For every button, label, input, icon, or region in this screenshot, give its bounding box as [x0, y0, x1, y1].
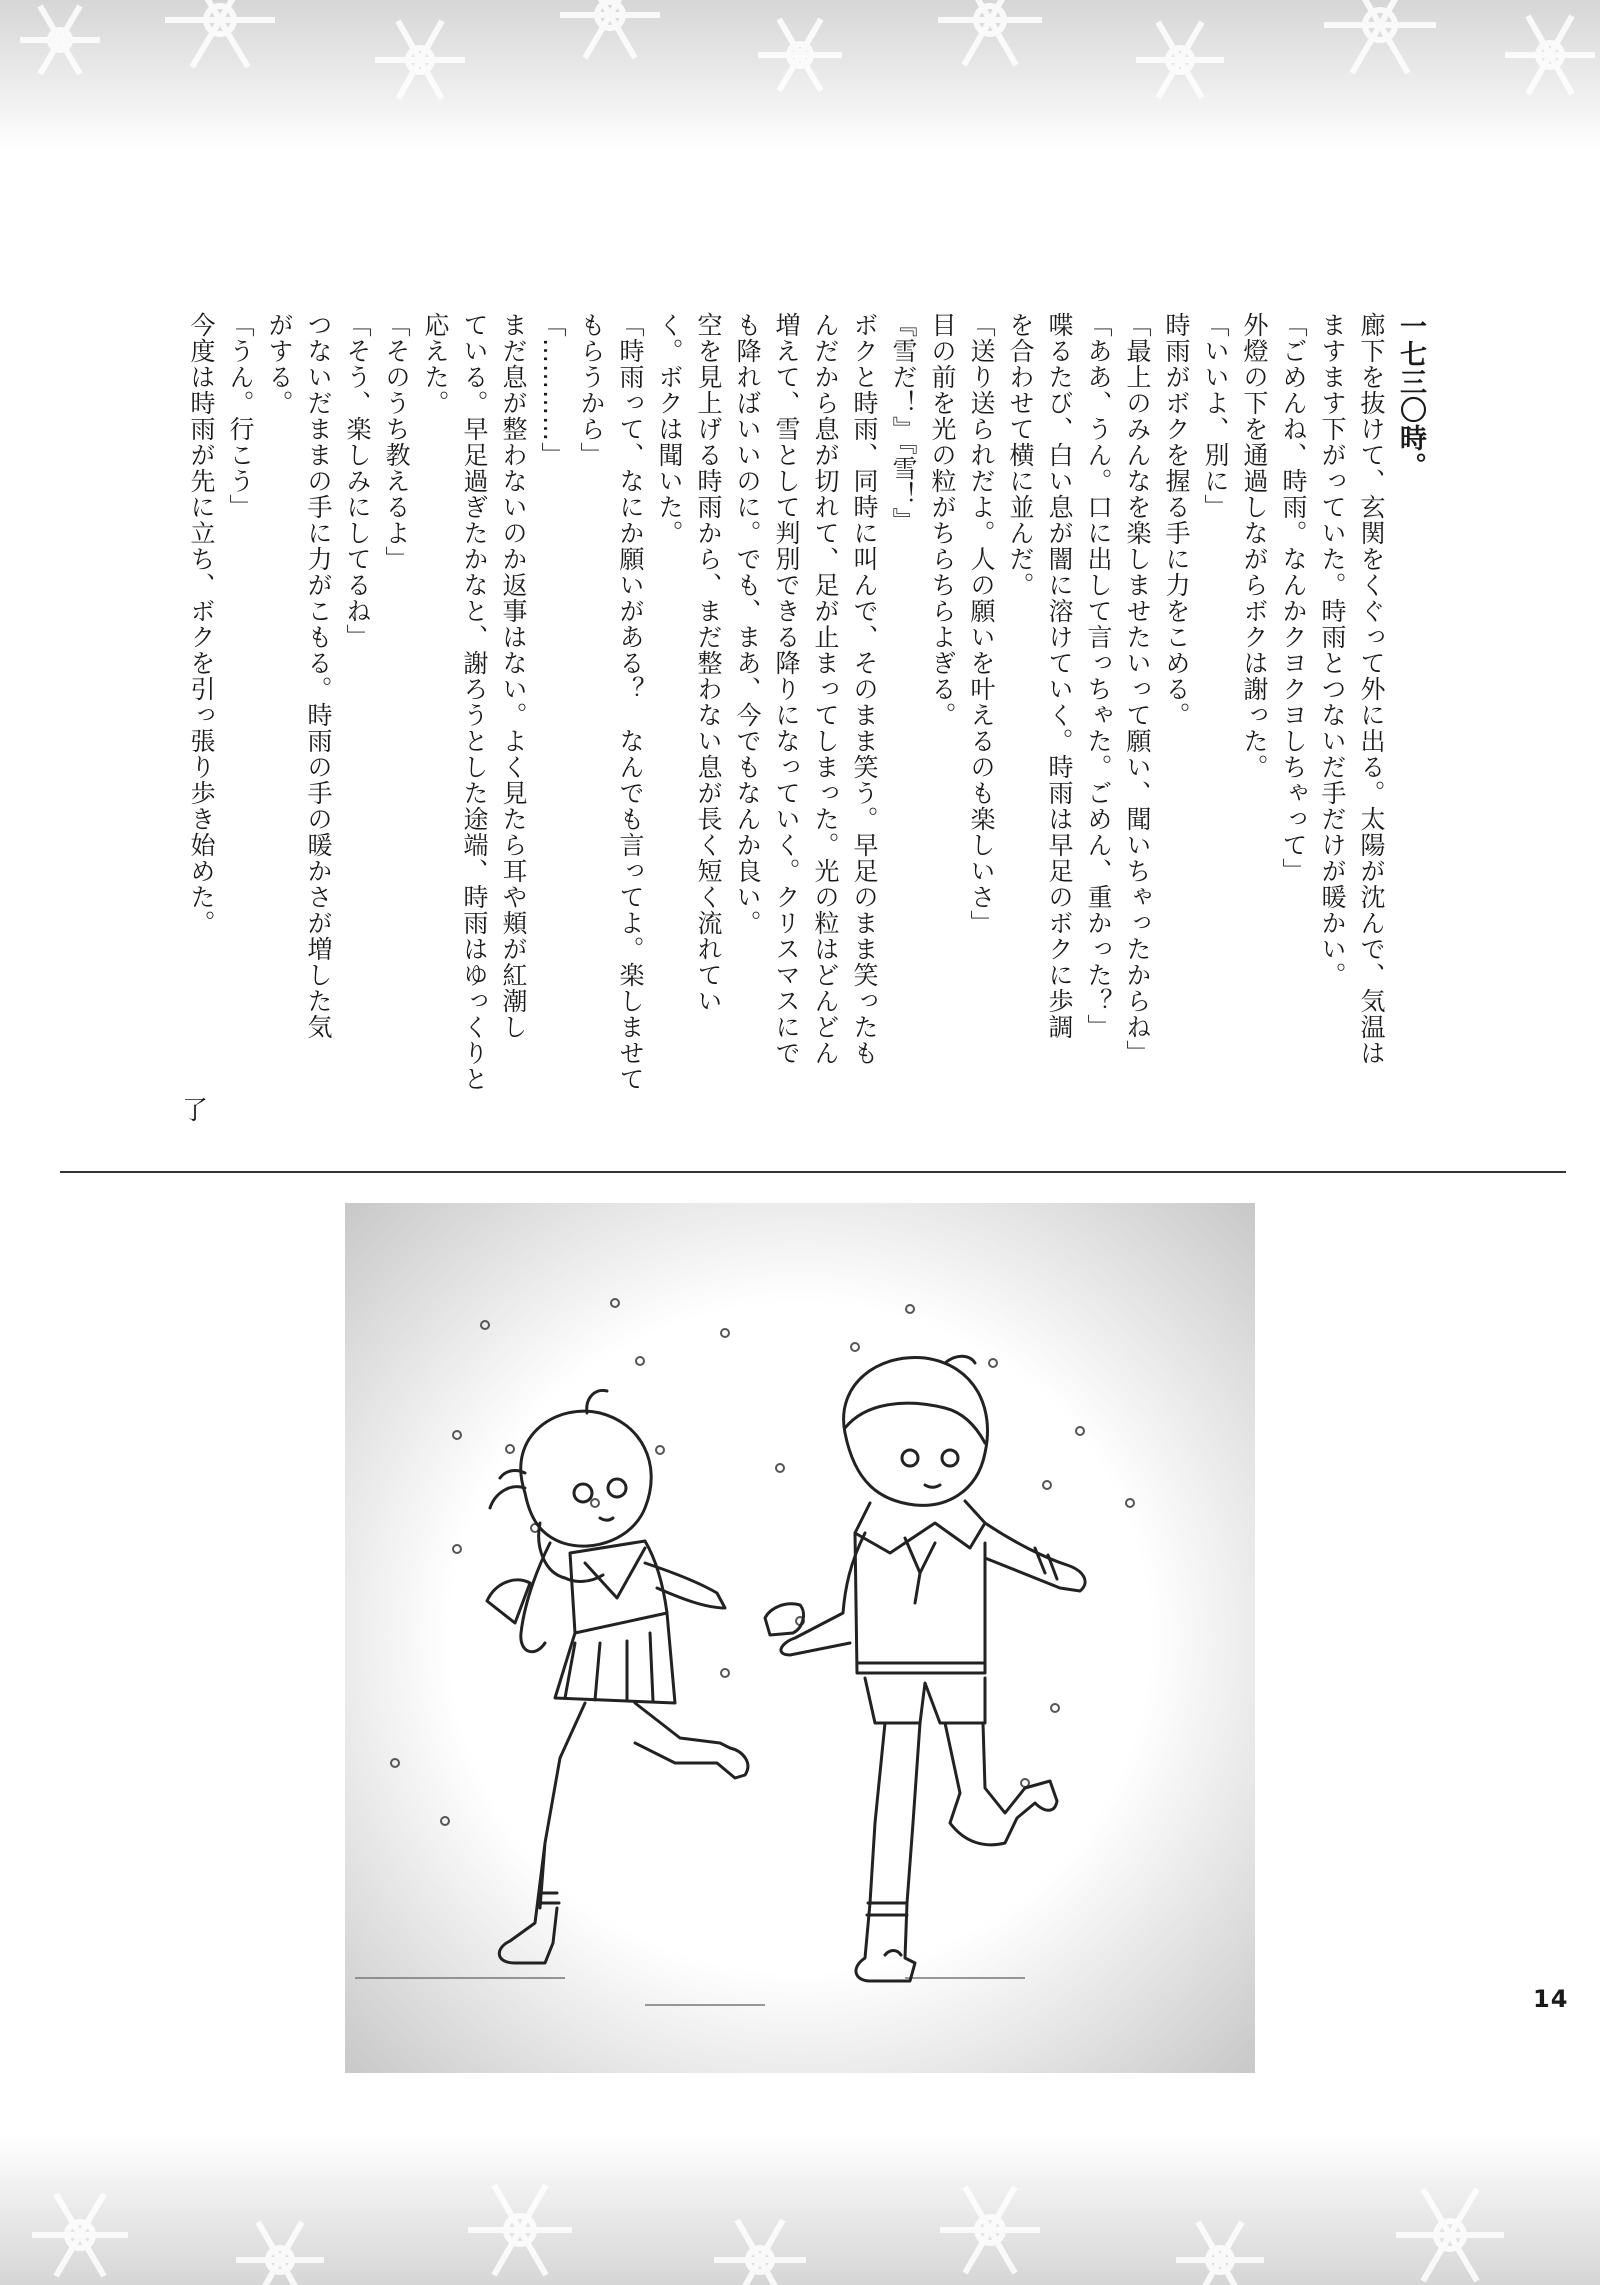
- text-line: まだ息が整わないのか返事はない。よく見たら耳や頬が紅潮し: [499, 312, 528, 1040]
- text-line: 「…………」: [538, 312, 567, 468]
- text-line: く。ボクは聞いた。: [655, 312, 684, 546]
- end-mark: 了: [182, 1096, 209, 1126]
- snowflake-border-bottom: [0, 2135, 1600, 2285]
- text-line: 「そのうち教えるよ」: [382, 312, 411, 572]
- text-line: 増えて、雪として判別できる降りになっていく。クリスマスにで: [772, 312, 801, 1066]
- text-line: 喋るたび、白い息が闇に溶けていく。時雨は早足のボクに歩調: [1045, 312, 1074, 1040]
- snowflake-border-top: [0, 0, 1600, 150]
- text-line: 空を見上げる時雨から、まだ整わない息が長く短く流れてい: [694, 312, 723, 1014]
- illustration-children-in-snow: [345, 1203, 1255, 2073]
- text-line: ますます下がっていた。時雨とつないだ手だけが暖かい。: [1318, 312, 1347, 988]
- story-text: [170, 312, 1430, 1112]
- text-line: 今度は時雨が先に立ち、ボクを引っ張り歩き始めた。: [187, 312, 216, 936]
- text-line: 「最上のみんなを楽しませたいって願い、聞いちゃったからね」: [1123, 312, 1152, 1066]
- section-heading: 一七三〇時。: [1395, 312, 1426, 480]
- text-line: 応えた。: [421, 312, 450, 416]
- text-line: 「そう、楽しみにしてるね」: [343, 312, 372, 650]
- page-number: 14: [1533, 1985, 1569, 2013]
- text-line: もらうから」: [577, 312, 606, 468]
- text-line: 「ごめんね、時雨。なんかクヨクヨしちゃって」: [1279, 312, 1308, 884]
- text-line: んだから息が切れて、足が止まってしまった。光の粒はどんどん: [811, 312, 840, 1066]
- text-line: を合わせて横に並んだ。: [1006, 312, 1035, 598]
- text-line: ている。早足過ぎたかなと、謝ろうとした途端、時雨はゆっくりと: [460, 312, 489, 1092]
- text-line: がする。: [265, 312, 294, 416]
- text-line: 目の前を光の粒がちらちらよぎる。: [928, 312, 957, 728]
- text-line: 「いいよ、別に」: [1201, 312, 1230, 520]
- text-line: ボクと時雨、同時に叫んで、そのまま笑う。早足のまま笑ったも: [850, 312, 879, 1066]
- text-line: 『雪だ！』『雪！』: [889, 312, 918, 534]
- text-line: つないだままの手に力がこもる。時雨の手の暖かさが増した気: [304, 312, 333, 1040]
- text-line: 「送り送られだよ。人の願いを叶えるのも楽しいさ」: [967, 312, 996, 936]
- text-line: 「時雨って、なにか願いがある？ なんでも言ってよ。楽しませて: [616, 312, 645, 1092]
- text-line: も降ればいいのに。でも、まあ、今でもなんか良い。: [733, 312, 762, 936]
- text-line: 廊下を抜けて、玄関をくぐって外に出る。太陽が沈んで、気温は: [1357, 312, 1386, 1066]
- text-line: 外燈の下を通過しながらボクは謝った。: [1240, 312, 1269, 780]
- text-line: 「うん。行こう」: [226, 312, 255, 520]
- text-line: 時雨がボクを握る手に力をこめる。: [1162, 312, 1191, 728]
- text-line: 「ああ、うん。口に出して言っちゃた。ごめん、重かった？」: [1084, 312, 1113, 1040]
- section-divider: [60, 1171, 1566, 1173]
